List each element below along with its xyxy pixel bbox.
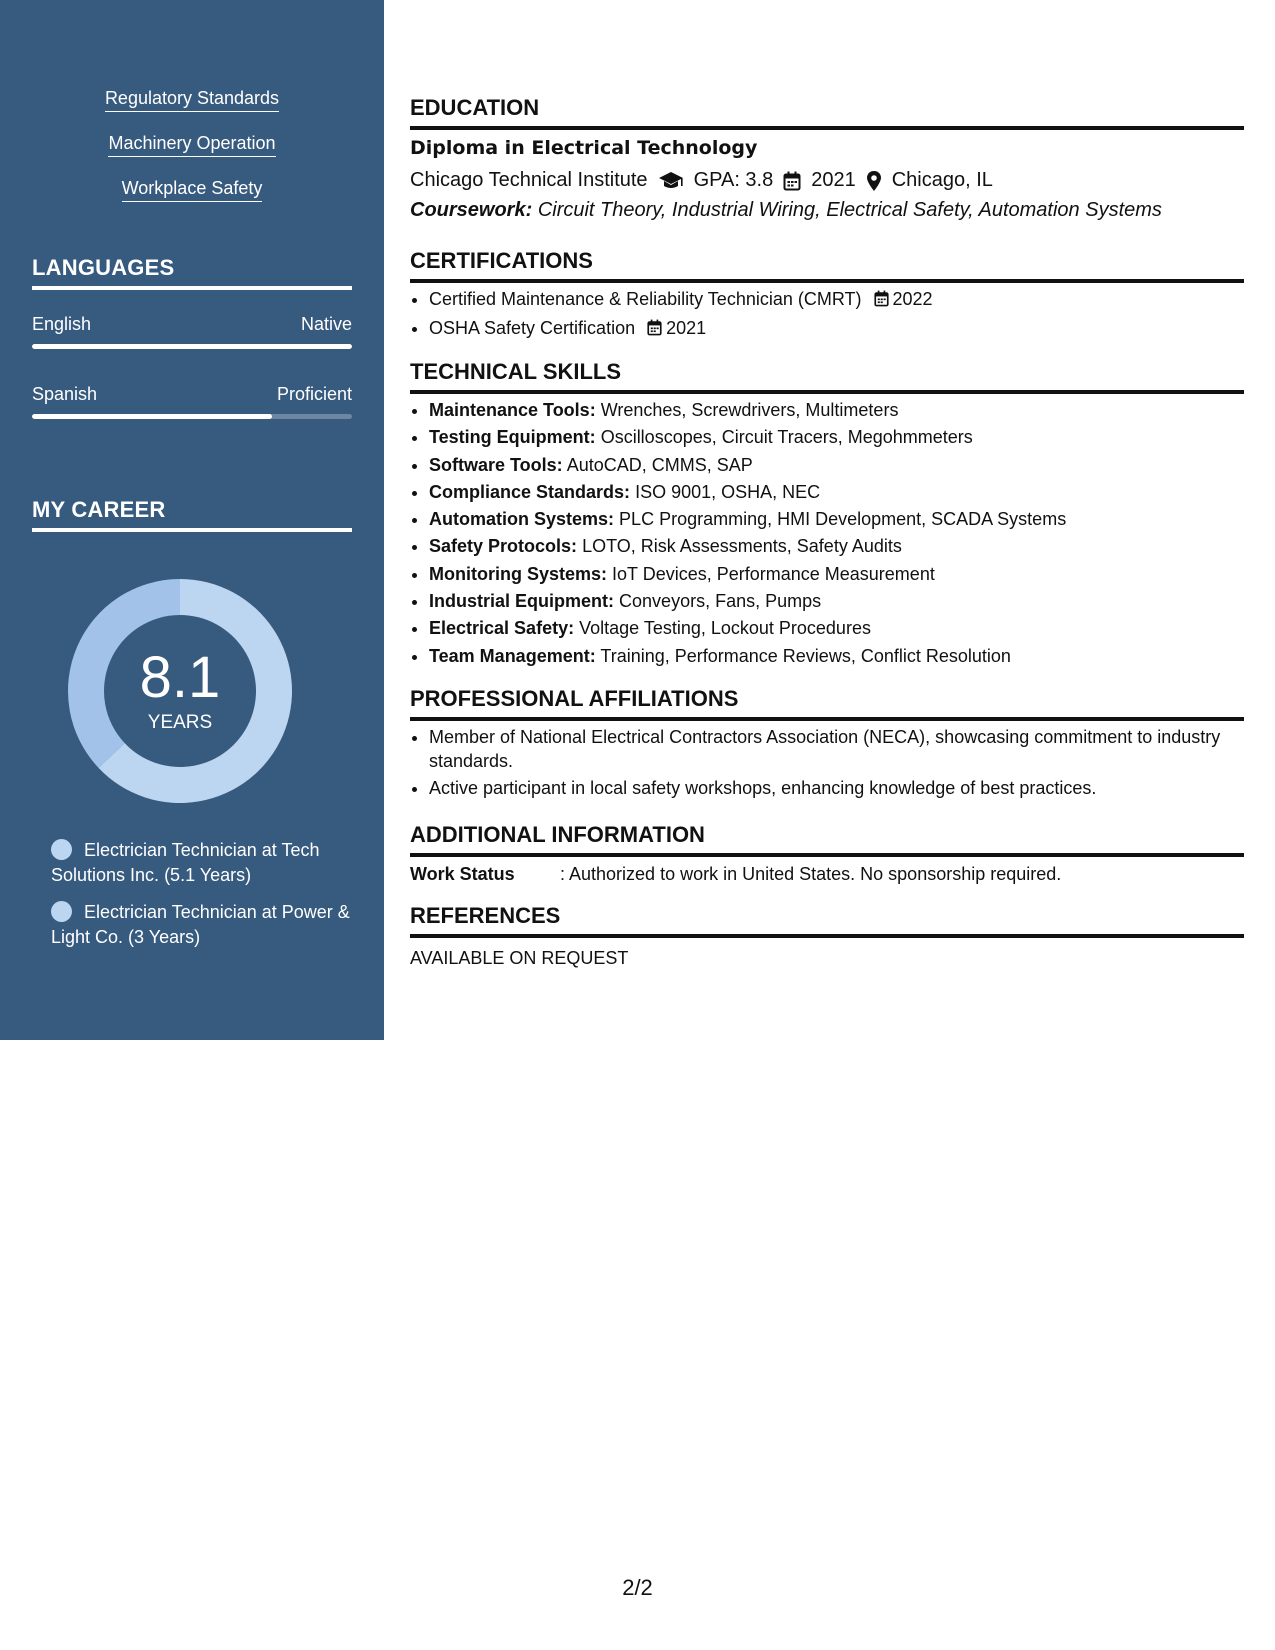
degree-title: Diploma in Electrical Technology [410, 137, 758, 159]
skill-item [429, 643, 1244, 670]
references-heading: REFERENCES [410, 903, 1244, 938]
affiliations-heading: PROFESSIONAL AFFILIATIONS [410, 686, 1244, 721]
skill-category: Software Tools: [429, 454, 563, 475]
language-level: Native [300, 314, 352, 334]
skill-values: Training, Performance Reviews, Conflict Resolution [600, 645, 1011, 666]
skill-link[interactable] [0, 178, 384, 202]
skill-link[interactable] [0, 88, 384, 112]
affiliation-item: • Member of National Electrical Contractors Association (NECA), showcasing commitment to industry standards. [429, 725, 1244, 773]
work-status-value: : Authorized to work in United States. No sponsorship required. [560, 864, 1062, 884]
work-status-label: Work Status [410, 864, 515, 884]
career-legend-dot [51, 839, 72, 860]
skill-label[interactable]: Regulatory Standards [105, 88, 279, 112]
career-total-unit: YEARS [147, 712, 213, 733]
gpa-value: GPA: 3.8 [693, 169, 774, 191]
certification-item [429, 286, 1244, 315]
skill-category: Safety Protocols: [429, 536, 578, 557]
skill-category: Team Management: [429, 645, 596, 666]
page-number: 2/2 [622, 1575, 653, 1600]
technical-skills-heading: TECHNICAL SKILLS [410, 359, 1244, 394]
language-progress-fill [32, 344, 352, 349]
skill-category: Monitoring Systems: [429, 563, 608, 584]
skill-values: Conveyors, Fans, Pumps [619, 591, 822, 612]
skill-item [429, 479, 1244, 506]
skill-item [429, 533, 1244, 560]
certification-year: 2021 [666, 318, 707, 339]
skill-category: Electrical Safety: [429, 618, 575, 639]
skill-item [429, 452, 1244, 479]
language-name: English [32, 314, 92, 334]
references-text: AVAILABLE ON REQUEST [410, 948, 629, 968]
skill-category: Automation Systems: [429, 509, 615, 530]
career-item [51, 900, 361, 950]
skill-label[interactable]: Machinery Operation [108, 133, 275, 157]
language-progress-fill [32, 414, 272, 419]
career-heading: MY CAREER [32, 497, 352, 532]
certification-item [429, 315, 1244, 344]
language-level: Proficient [276, 384, 352, 404]
calendar-icon [874, 288, 889, 315]
skill-item [429, 588, 1244, 615]
skill-item [429, 424, 1244, 451]
skill-category: Industrial Equipment: [429, 591, 615, 612]
technical-skills-list [410, 397, 1244, 670]
calendar-icon [647, 317, 662, 344]
language-row [32, 384, 352, 405]
skill-item [429, 397, 1244, 424]
sidebar [0, 0, 384, 1040]
school-location: Chicago, IL [891, 169, 993, 191]
career-item-text: Electrician Technician at Power & Light Co. (3 Years) [51, 902, 350, 947]
certification-name: Certified Maintenance & Reliability Technician (CMRT) [429, 289, 862, 309]
language-row [32, 314, 352, 335]
skill-values: PLC Programming, HMI Development, SCADA Systems [619, 509, 1067, 530]
work-status-row [410, 864, 1061, 885]
coursework [410, 199, 1162, 222]
languages-heading: LANGUAGES [32, 255, 352, 290]
skill-category: Compliance Standards: [429, 481, 631, 502]
career-total-years: 8.1 [139, 645, 221, 710]
skill-item [429, 561, 1244, 588]
skill-category: Testing Equipment: [429, 427, 596, 448]
skill-values: Wrenches, Screwdrivers, Multimeters [600, 400, 899, 420]
skill-values: Voltage Testing, Lockout Procedures [579, 618, 871, 639]
coursework-list: Circuit Theory, Industrial Wiring, Electrical Safety, Automation Systems [537, 199, 1162, 221]
location-pin-icon [866, 170, 882, 192]
certifications-list [410, 286, 1244, 345]
affiliation-item: • Active participant in local safety workshops, enhancing knowledge of best practices. [429, 776, 1244, 800]
education-heading: EDUCATION [410, 95, 1244, 130]
certification-year: 2022 [892, 289, 933, 309]
language-progress-bar [32, 344, 352, 349]
education-meta [410, 169, 993, 192]
skill-item [429, 615, 1244, 642]
school-name: Chicago Technical Institute [410, 169, 648, 191]
skill-values: AutoCAD, CMMS, SAP [566, 454, 753, 475]
skill-values: Oscilloscopes, Circuit Tracers, Megohmmeters [600, 427, 973, 448]
skill-link[interactable] [0, 133, 384, 157]
certifications-heading: CERTIFICATIONS [410, 248, 1244, 283]
career-legend-dot [51, 901, 72, 922]
certification-name: OSHA Safety Certification [429, 318, 636, 339]
coursework-label: Coursework: [410, 199, 533, 221]
skill-values: LOTO, Risk Assessments, Safety Audits [582, 536, 902, 557]
language-progress-bar [32, 414, 352, 419]
additional-info-heading: ADDITIONAL INFORMATION [410, 822, 1244, 857]
skill-values: ISO 9001, OSHA, NEC [635, 481, 821, 502]
skill-category: Maintenance Tools: [429, 400, 596, 420]
graduation-year: 2021 [811, 169, 856, 191]
skill-values: IoT Devices, Performance Measurement [612, 563, 935, 584]
affiliations-list [410, 725, 1244, 800]
career-item [51, 838, 361, 888]
graduation-cap-icon [658, 171, 684, 191]
skill-label[interactable]: Workplace Safety [122, 178, 263, 202]
language-name: Spanish [32, 384, 98, 404]
calendar-icon [783, 171, 801, 191]
career-item-text: Electrician Technician at Tech Solutions Inc. (5.1 Years) [51, 840, 320, 885]
skill-item [429, 506, 1244, 533]
